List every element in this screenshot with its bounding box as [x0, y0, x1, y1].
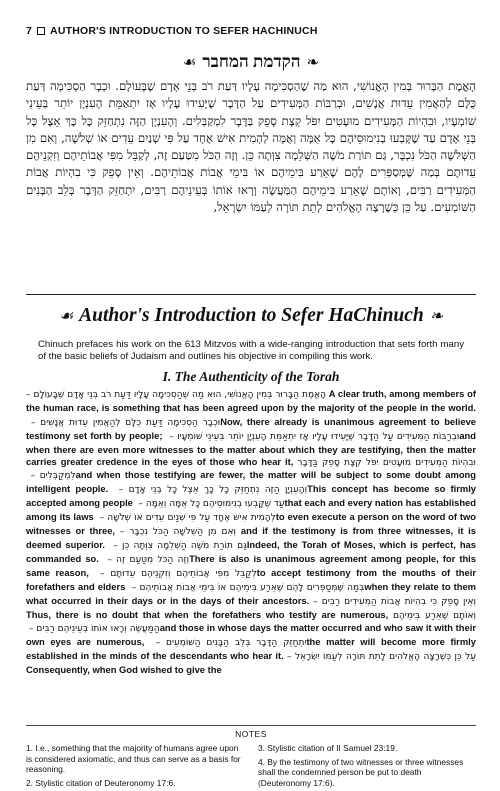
- english-translation: members of the human race, is something that has been agreed upon by the majority of the people in the world.: [26, 388, 476, 413]
- english-translation: Now, there already is unanimous agreement to believe testimony set forth by people;: [26, 415, 476, 441]
- subheading: I. The Authenticity of the Torah: [162, 369, 340, 384]
- section-divider: [26, 294, 476, 295]
- english-translation: when they relate to them what occurred in their days or in the days of their ancestors.: [26, 580, 476, 606]
- running-header: [26, 24, 476, 38]
- english-translation: the matter will become more firmly established in the minds of the descendants who hear it.: [26, 636, 476, 662]
- english-translation: This concept has become so firmly accepted among people: [26, 483, 476, 509]
- english-translation: to even execute a person on the word of two witnesses or three,: [26, 511, 476, 537]
- flourish-left-icon: ☙: [58, 308, 74, 325]
- english-translation: and if the testimony is from three witnesses, it is deemed superior.: [26, 525, 476, 550]
- hebrew-phrase: וְאִם מִן הַשְּׁלֹשָׁה הַכֹּל נִכְבָּר –: [115, 527, 241, 538]
- translation-paragraph: [26, 388, 476, 721]
- notes-right-column: [258, 743, 476, 791]
- hebrew-phrase: וְהָעִנְיָן הַזֶּה נִתְחַזֵּק כָּל כָּךְ אֵצֶל כָּל בְּנֵי אָדָם –: [113, 485, 308, 496]
- hebrew-phrase: וּבְרַבּוֹת הַמְּעִידִים עַל הַדָּבָר שֶׁיָּעִידוּ עָלָיו אָז יִתְאַמֵּת הָעִנְיָן יוֹתֵר בְּעֵינֵי שׁוֹמְעָיו –: [165, 431, 460, 442]
- hebrew-phrase: וּכְבָר הַסְכִּימָה דַּעַת כֻּלָּם לְהַאֲמִין עֵדוּת אֲנָשִׁים –: [26, 417, 221, 428]
- english-translation: Consequently, when God wished to give the: [26, 664, 222, 676]
- english-translation: that each and every nation has established among its laws: [26, 497, 476, 523]
- notes-section: [26, 743, 476, 791]
- hebrew-phrase: בְּמַה שֶּׁמְּסַפְּרִים לָהֶם שֶׁאֵרַע בִּימֵיהֶם אוֹ בִּימֵי אֲבוֹת אֲבוֹתֵיהֶם –: [128, 582, 365, 593]
- english-section-title: Author's Introduction to Sefer HaChinuch: [79, 305, 424, 326]
- hebrew-body-text: הָאֱמֶת הַבָּרוּר בְּמִין הָאֱנוֹשִׁי, הוּא מַה שֶׁהַסְכִּימָה עָלָיו דַּעַת רֹב בְּנֵי אָדָם שֶׁבָּעוֹלָם. וּכְבָר הַסְכִּימָה דַּעַת כֻּלָּם לְהַאֲמִין עֵדוּת אֲנָשִׁים, וּבְרַבּוֹת הַמְּעִידִים עַל הַדָּבָר שֶׁיָּעִידוּ עָלָיו אָז יִתְאַמֵּת הָעִנְיָן יוֹתֵר בְּעֵינֵי שׁוֹמְעָיו, וּבִהְיוֹת הַמְּעִידִים מוּעָטִים יִפֹּל קְצָת סָפֵק בַּדָּבָר לִמְקַבְּלִים. וְהָעִנְיָן הַזֶּה נִתְחַזֵּק כָּל כָּךְ אֵצֶל כָּל בְּנֵי אָדָם עַד שֶׁקָּבְעוּ בְנִימוּסֵיהֶם כָּל אֻמָּה וְאֻמָּה לְהָמִית אִישׁ אֶחָד עַל פִּי שְׁנַיִם עֵדִים אוֹ שְׁלֹשָׁה, וְאִם מִן הַשְּׁלֹשָׁה הַכֹּל נִכְבָּר, גַּם תּוֹרַת מֹשֶׁה הַשְּׁלֵמָה צִוְּתָה כֵּן. וְזֶה הַכֹּל מִטַּעַם זֶה, לְקַבֵּל מִפִּי אֲבוֹתֵיהֶם וְזִקְנֵיהֶם עֵדוּתָם בְּמַה שֶּׁמְּסַפְּרִים לָהֶם שֶׁאֵרַע בִּימֵיהֶם אוֹ בִּימֵי אֲבוֹת אֲבוֹתֵיהֶם. וְאֵין סָפֵק כִּי בִהְיוֹת אֲבוֹת הַמְּעִידִים רַבִּים, וְאוֹתָם שֶׁאֵרַע בִּימֵיהֶם הַמַּעֲשֶׂה וְרָאוּ אוֹתוֹ בְּעֵינֵיהֶם רַבִּים, יִתְחַזֵּק הַדָּבָר בְּלֵב הַבָּנִים הַשּׁוֹמְעִים. עַל כֵּן כְּשֶׁרָצָה הָאֱלֹהִים לָתֵת תּוֹרָה לְעַמּוֹ יִשְׂרָאֵל,: [26, 79, 476, 215]
- flourish-right-icon: ❧: [306, 54, 320, 71]
- english-translation: and when there are even more witnesses to the matter about which they are testifying, then the matter carries greater credence in the eyes of those who hear it,: [26, 429, 476, 467]
- hebrew-phrase: הָאֱמֶת הַבָּרוּר בְּמִין הָאֱנוֹשִׁי, הוּא מַה שֶׁהַסְכִּימָה עָלָיו דַּעַת רֹב בְּנֵי אָדָם שֶׁבָּעוֹלָם –: [26, 390, 326, 400]
- english-translation: Thus, there is no doubt that when the forefathers who testify are numerous,: [26, 608, 393, 620]
- page-number: 7: [26, 25, 33, 37]
- hebrew-phrase: עַל כֵּן כְּשֶׁרָצָה הָאֱלֹהִים לָתֵת תּוֹרָה לְעַמּוֹ יִשְׂרָאֵל –: [286, 652, 476, 663]
- hebrew-section-title: הקדמת המחבר: [202, 52, 301, 71]
- hebrew-phrase: וְאֵין סָפֵק כִּי בִהְיוֹת אֲבוֹת הַמְּעִידִים רַבִּים –: [313, 596, 476, 607]
- english-translation: There is also is unanimous agreement among people, for this same reason,: [26, 552, 476, 578]
- english-title-block: [26, 305, 476, 331]
- hebrew-phrase: לְקַבֵּל מִפִּי אֲבוֹתֵיהֶם וְזִקְנֵיהֶם עֵדוּתָם –: [94, 568, 257, 579]
- book-page: [26, 24, 476, 788]
- english-translation: and when those testifying are fewer, the matter will be subject to some doubt among intelligent people.: [26, 469, 476, 495]
- notes-label: NOTES: [26, 725, 476, 740]
- footnote: 2. Stylistic citation of Deuteronomy 17:6.: [26, 777, 176, 788]
- hebrew-phrase: לְהָמִית אִישׁ אֶחָד עַל פִּי שְׁנַיִם עֵדִים אוֹ שְׁלֹשָׁה –: [96, 513, 276, 524]
- running-title: AUTHOR'S INTRODUCTION TO SEFER HACHINUCH: [50, 25, 318, 37]
- notes-left-column: [26, 743, 244, 791]
- english-translation: A clear truth, among: [325, 388, 423, 399]
- hebrew-phrase: עַד שֶׁקָּבְעוּ בְנִימוּסֵיהֶם כָּל אֻמָּה וְאֻמָּה –: [135, 499, 285, 510]
- footnote: 3. Stylistic citation of II Samuel 23:19.: [258, 743, 398, 753]
- flourish-right-icon: ❧: [429, 308, 444, 325]
- hebrew-title-block: [26, 52, 476, 70]
- intro-summary: Chinuch prefaces his work on the 613 Mitzvos with a wide-ranging introduction that sets forth many of the basic beliefs of Judaism and outlines his objective in compiling this work.: [38, 339, 464, 362]
- flourish-left-icon: ☙: [182, 54, 197, 71]
- english-translation: and those in whose days the matter occurred and who saw it with their own eyes are numerous,: [26, 622, 476, 648]
- english-translation: Indeed, the Torah of Moses, which is perfect, has commanded so.: [26, 538, 476, 564]
- hebrew-phrase: יִתְחַזֵּק הַדָּבָר בְּלֵב הַבָּנִים הַשּׁוֹמְעִים –: [149, 638, 307, 649]
- hebrew-phrase: וּבִהְיוֹת הַמְּעִידִים מוּעָטִים יִפֹּל קְצָת סָפֵק בַּדָּבָר לִמְקַבְּלִים –: [26, 457, 476, 482]
- hebrew-phrase: וְאוֹתָם שֶׁאֵרַע בִּימֵיהֶם הַמַּעֲשֶׂה וְרָאוּ אוֹתוֹ בְּעֵינֵיהֶם רַבִּים –: [26, 610, 476, 635]
- footnote: 4. By the testimony of two witnesses or three witnesses shall the condemned person be put to death (Deuteronomy 17:6).: [258, 756, 464, 788]
- hebrew-phrase: גַּם תּוֹרַת מֹשֶׁה הַשְּׁלֵמָה צִוְּתָה כֵּן –: [109, 540, 247, 551]
- english-translation: to accept testimony from the mouths of their forefathers and elders: [26, 566, 476, 592]
- hebrew-phrase: וְזֶה הַכֹּל מִטַּעַם זֶה –: [102, 554, 190, 565]
- square-ornament-icon: [37, 27, 45, 35]
- footnote: 1. I.e., something that the majority of humans agree upon is considered axiomatic, and thus can serve as a basis for reasoning.: [26, 743, 241, 775]
